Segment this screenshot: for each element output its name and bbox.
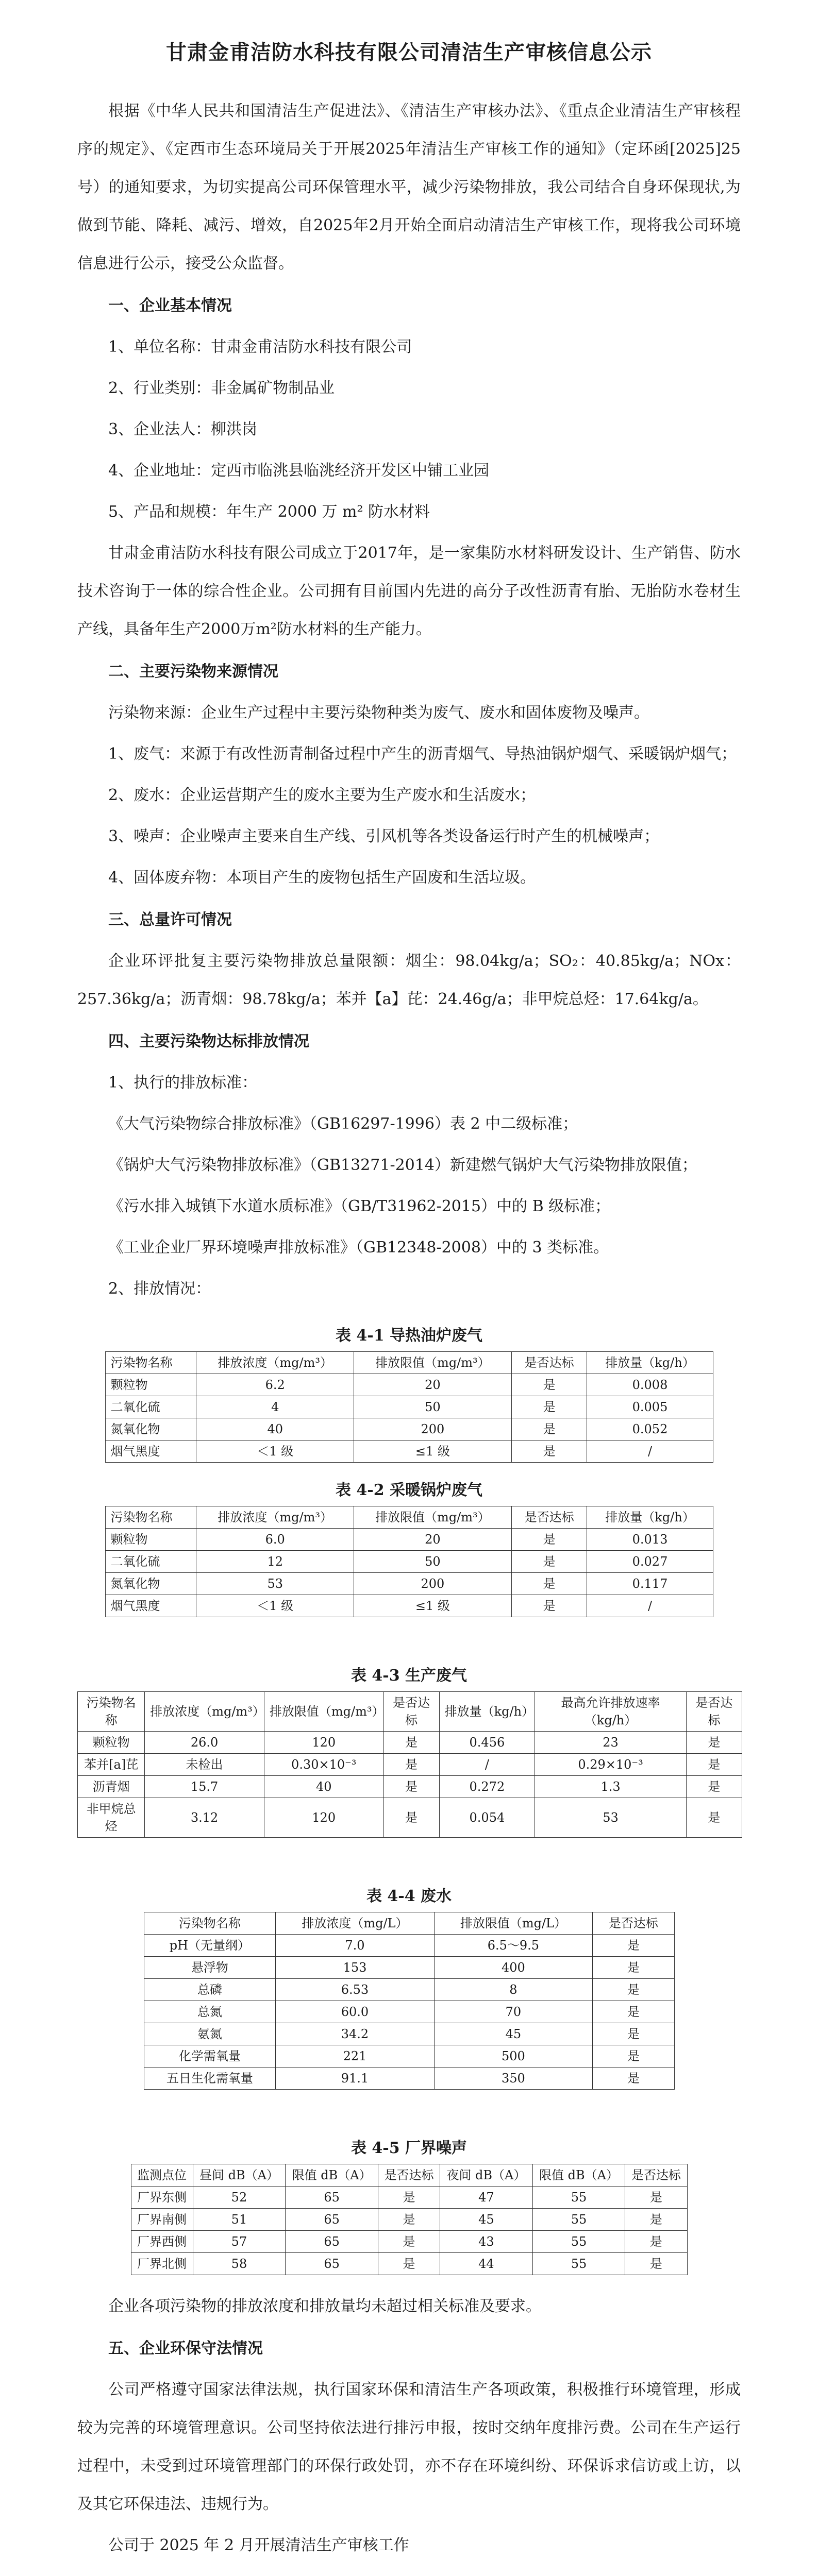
table-cell: 3.12 — [145, 1798, 264, 1838]
table-cell: 12 — [196, 1551, 354, 1573]
table-cell: 是 — [593, 1957, 674, 1979]
table-cell: 6.53 — [276, 1979, 434, 2001]
table-cell: 未检出 — [145, 1754, 264, 1776]
table-cell: 是 — [593, 2067, 674, 2090]
table-cell: 是 — [511, 1529, 587, 1551]
table-cell: 350 — [434, 2067, 592, 2090]
table-cell: 厂界北侧 — [131, 2253, 193, 2275]
address-item: 4、企业地址：定西市临洮县临洮经济开发区中铺工业园 — [108, 462, 490, 480]
table-cell: 34.2 — [276, 2023, 434, 2045]
compliance-text: 公司严格遵守国家法律法规，执行国家环保和清洁生产各项政策，积极推行环境管理，形成较为完善的环境管理意识。公司坚持依法进行排污申报，按时交纳年度排污费。公司在生产运行过程中，未受到过环境管理部门的环保行政处罚，亦不存在环境纠纷、环保诉求信访或上访，以及其它环保违法、违规行为。 — [77, 2381, 741, 2513]
table-cell: 是 — [593, 1979, 674, 2001]
header-cell: 污染物名称 — [78, 1692, 145, 1732]
table-cell: 是 — [511, 1374, 587, 1396]
table-header-row — [78, 1692, 742, 1732]
table-row — [105, 1440, 713, 1463]
header-cell: 限值 dB（A） — [286, 2164, 378, 2187]
header-cell: 排放限值（mg/L） — [434, 1912, 592, 1935]
table-cell: 40 — [196, 1418, 354, 1440]
table-cell: 221 — [276, 2045, 434, 2067]
table-cell: 44 — [440, 2253, 533, 2275]
standard-boiler: 《锅炉大气污染物排放标准》（GB13271-2014）新建燃气锅炉大气污染物排放限值； — [108, 1156, 697, 1174]
table-cell: 是 — [593, 2001, 674, 2023]
table-cell: 0.052 — [587, 1418, 713, 1440]
table-row — [105, 1595, 713, 1617]
table-cell: 是 — [383, 1754, 439, 1776]
table-cell: 0.008 — [587, 1374, 713, 1396]
table-cell: 500 — [434, 2045, 592, 2067]
table-cell: 二氧化硫 — [105, 1551, 196, 1573]
scale-item: 5、产品和规模：年生产 2000 万 m² 防水材料 — [108, 503, 430, 521]
table-cell: 55 — [532, 2209, 625, 2231]
table-row — [105, 1418, 713, 1440]
table-cell: 是 — [378, 2231, 440, 2253]
table-row — [144, 1957, 674, 1979]
table-cell: 120 — [264, 1798, 383, 1838]
header-cell: 排放浓度（mg/m³） — [196, 1352, 354, 1374]
table-cell: 是 — [511, 1440, 587, 1463]
table-cell: 6.5～9.5 — [434, 1935, 592, 1957]
table-4-3 — [77, 1691, 742, 1838]
table-cell: 15.7 — [145, 1776, 264, 1798]
table-header-row — [105, 1506, 713, 1529]
table-cell: 47 — [440, 2187, 533, 2209]
table-cell: 是 — [686, 1776, 742, 1798]
standards-subheading: 1、执行的排放标准： — [108, 1074, 258, 1092]
table-cell: 26.0 — [145, 1732, 264, 1754]
header-cell: 限值 dB（A） — [532, 2164, 625, 2187]
table-cell: 55 — [532, 2187, 625, 2209]
table-cell: 55 — [532, 2231, 625, 2253]
table-4-1-caption: 表 4-1 导热油炉废气 — [335, 1327, 483, 1345]
table-cell: ＜1 级 — [196, 1440, 354, 1463]
header-cell: 是否达标 — [593, 1912, 674, 1935]
emission-summary: 企业各项污染物的排放浓度和排放量均未超过相关标准及要求。 — [108, 2297, 541, 2315]
table-cell: 五日生化需氧量 — [144, 2067, 276, 2090]
audit-start-line: 公司于 2025 年 2 月开展清洁生产审核工作 — [108, 2536, 409, 2554]
table-cell: 0.013 — [587, 1529, 713, 1551]
table-cell: 23 — [535, 1732, 687, 1754]
header-cell: 是否达标 — [378, 2164, 440, 2187]
table-row — [144, 2023, 674, 2045]
table-cell: 51 — [193, 2209, 286, 2231]
table-cell: 20 — [354, 1374, 512, 1396]
table-cell: 7.0 — [276, 1935, 434, 1957]
table-cell: 0.29×10⁻³ — [535, 1754, 687, 1776]
table-cell: 厂界西侧 — [131, 2231, 193, 2253]
table-header-row — [105, 1352, 713, 1374]
section-2-heading: 二、主要污染物来源情况 — [108, 663, 278, 681]
table-cell: 53 — [535, 1798, 687, 1838]
table-cell: 65 — [286, 2187, 378, 2209]
standard-noise: 《工业企业厂界环境噪声排放标准》（GB12348-2008）中的 3 类标准。 — [108, 1239, 609, 1257]
header-cell: 污染物名称 — [144, 1912, 276, 1935]
table-row — [105, 1529, 713, 1551]
table-cell: 0.005 — [587, 1396, 713, 1418]
table-row — [131, 2187, 687, 2209]
section-5-heading: 五、企业环保守法情况 — [108, 2340, 263, 2358]
table-header-row — [131, 2164, 687, 2187]
table-cell: 是 — [383, 1776, 439, 1798]
table-row — [131, 2231, 687, 2253]
table-cell: pH（无量纲） — [144, 1935, 276, 1957]
table-row — [78, 1732, 742, 1754]
table-cell: 是 — [593, 2045, 674, 2067]
table-cell: 沥青烟 — [78, 1776, 145, 1798]
table-cell: 是 — [686, 1732, 742, 1754]
table-row — [78, 1754, 742, 1776]
table-4-1 — [105, 1351, 713, 1463]
header-cell: 排放浓度（mg/L） — [276, 1912, 434, 1935]
table-cell: 0.117 — [587, 1573, 713, 1595]
section-3-heading: 三、总量许可情况 — [108, 911, 232, 929]
table-cell: 是 — [686, 1798, 742, 1838]
table-row — [144, 2001, 674, 2023]
table-cell: 70 — [434, 2001, 592, 2023]
table-row — [105, 1551, 713, 1573]
table-cell: 0.027 — [587, 1551, 713, 1573]
table-cell: / — [587, 1440, 713, 1463]
table-cell: 颗粒物 — [105, 1529, 196, 1551]
table-cell: 53 — [196, 1573, 354, 1595]
header-cell: 夜间 dB（A） — [440, 2164, 533, 2187]
table-row — [78, 1776, 742, 1798]
company-name-item: 1、单位名称：甘肃金甫洁防水科技有限公司 — [108, 338, 412, 356]
table-cell: 50 — [354, 1396, 512, 1418]
table-row — [105, 1396, 713, 1418]
table-cell: 8 — [434, 1979, 592, 2001]
table-cell: 65 — [286, 2253, 378, 2275]
table-row — [144, 1935, 674, 1957]
table-header-row — [144, 1912, 674, 1935]
header-cell: 污染物名称 — [105, 1352, 196, 1374]
company-description: 甘肃金甫洁防水科技有限公司成立于2017年，是一家集防水材料研发设计、生产销售、防水技术咨询于一体的综合性企业。公司拥有目前国内先进的高分子改性沥青有胎、无胎防水卷材生产线，具备年生产2000万m²防水材料的生产能力。 — [77, 544, 741, 638]
table-cell: 45 — [440, 2209, 533, 2231]
table-cell: 58 — [193, 2253, 286, 2275]
table-cell: 是 — [511, 1595, 587, 1617]
document-title: 甘肃金甫洁防水科技有限公司清洁生产审核信息公示 — [166, 40, 652, 64]
table-4-2-caption: 表 4-2 采暖锅炉废气 — [335, 1481, 483, 1499]
solid-waste-item: 4、固体废弃物：本项目产生的废物包括生产固废和生活垃圾。 — [108, 869, 536, 887]
table-cell: 是 — [383, 1732, 439, 1754]
table-cell: 是 — [378, 2187, 440, 2209]
table-cell: 是 — [383, 1798, 439, 1838]
header-cell: 是否达标 — [686, 1692, 742, 1732]
table-cell: 颗粒物 — [78, 1732, 145, 1754]
table-cell: 0.272 — [439, 1776, 535, 1798]
emission-subheading: 2、排放情况： — [108, 1280, 211, 1298]
table-cell: 65 — [286, 2209, 378, 2231]
table-cell: 是 — [686, 1754, 742, 1776]
table-cell: 400 — [434, 1957, 592, 1979]
table-cell: 氮氧化物 — [105, 1418, 196, 1440]
table-cell: 45 — [434, 2023, 592, 2045]
table-cell: 氨氮 — [144, 2023, 276, 2045]
table-cell: 是 — [593, 1935, 674, 1957]
header-cell: 排放限值（mg/m³） — [264, 1692, 383, 1732]
table-cell: 120 — [264, 1732, 383, 1754]
noise-item: 3、噪声：企业噪声主要来自生产线、引风机等各类设备运行时产生的机械噪声； — [108, 827, 660, 845]
industry-item: 2、行业类别：非金属矿物制品业 — [108, 379, 335, 397]
table-cell: 是 — [511, 1418, 587, 1440]
table-cell: 二氧化硫 — [105, 1396, 196, 1418]
table-cell: 是 — [378, 2209, 440, 2231]
header-cell: 排放量（kg/h） — [587, 1352, 713, 1374]
table-cell: 是 — [625, 2253, 687, 2275]
table-cell: ≤1 级 — [354, 1595, 512, 1617]
table-cell: / — [587, 1595, 713, 1617]
table-cell: 4 — [196, 1396, 354, 1418]
table-cell: 6.0 — [196, 1529, 354, 1551]
header-cell: 监测点位 — [131, 2164, 193, 2187]
header-cell: 是否达标 — [511, 1352, 587, 1374]
table-cell: 非甲烷总烃 — [78, 1798, 145, 1838]
publicity-time — [77, 2568, 741, 2576]
table-4-2 — [105, 1506, 713, 1617]
table-row — [144, 2045, 674, 2067]
table-cell: 50 — [354, 1551, 512, 1573]
header-cell: 排放浓度（mg/m³） — [196, 1506, 354, 1529]
table-cell: 是 — [625, 2187, 687, 2209]
pollution-source-intro: 污染物来源：企业生产过程中主要污染物种类为废气、废水和固体废物及噪声。 — [108, 704, 649, 722]
table-4-4 — [144, 1912, 675, 2090]
header-cell: 是否达标 — [625, 2164, 687, 2187]
table-4-4-caption: 表 4-4 废水 — [366, 1887, 452, 1905]
table-row — [131, 2253, 687, 2275]
table-cell: 55 — [532, 2253, 625, 2275]
table-cell: 40 — [264, 1776, 383, 1798]
waste-water-item: 2、废水：企业运营期产生的废水主要为生产废水和生活废水； — [108, 786, 536, 804]
table-cell: ≤1 级 — [354, 1440, 512, 1463]
table-row — [144, 1979, 674, 2001]
table-cell: 65 — [286, 2231, 378, 2253]
table-cell: 60.0 — [276, 2001, 434, 2023]
table-cell: 厂界东侧 — [131, 2187, 193, 2209]
table-cell: 苯并[a]芘 — [78, 1754, 145, 1776]
legal-rep-item: 3、企业法人：柳洪岗 — [108, 420, 258, 438]
table-cell: 43 — [440, 2231, 533, 2253]
total-quota-text: 企业环评批复主要污染物排放总量限额：烟尘：98.04kg/a；SO₂：40.85kg/a；NOx：257.36kg/a；沥青烟：98.78kg/a；苯并【a】芘：24.46g/a；非甲烷总烃：17.64kg/a。 — [77, 952, 741, 1008]
table-cell: 0.30×10⁻³ — [264, 1754, 383, 1776]
table-cell: ＜1 级 — [196, 1595, 354, 1617]
header-cell: 排放限值（mg/m³） — [354, 1352, 512, 1374]
table-cell: 6.2 — [196, 1374, 354, 1396]
table-cell: / — [439, 1754, 535, 1776]
table-cell: 是 — [378, 2253, 440, 2275]
standard-air: 《大气污染物综合排放标准》（GB16297-1996）表 2 中二级标准； — [108, 1115, 578, 1133]
table-cell: 0.456 — [439, 1732, 535, 1754]
header-cell: 最高允许排放速率（kg/h） — [535, 1692, 687, 1732]
table-row — [144, 2067, 674, 2090]
header-cell: 昼间 dB（A） — [193, 2164, 286, 2187]
table-cell: 52 — [193, 2187, 286, 2209]
table-row — [78, 1798, 742, 1838]
table-row — [131, 2209, 687, 2231]
table-cell: 氮氧化物 — [105, 1573, 196, 1595]
table-4-3-caption: 表 4-3 生产废气 — [350, 1667, 468, 1685]
table-cell: 91.1 — [276, 2067, 434, 2090]
intro-paragraph: 根据《中华人民共和国清洁生产促进法》、《清洁生产审核办法》、《重点企业清洁生产审核程序的规定》、《定西市生态环境局关于开展2025年清洁生产审核工作的通知》（定环函[2025]25号）的通知要求，为切实提高公司环保管理水平，减少污染物排放，我公司结合自身环保现状,为做到节能、降耗、减污、增效，自2025年2月开始全面启动清洁生产审核工作，现将我公司环境信息进行公示，接受公众监督。 — [77, 102, 741, 273]
table-cell: 总氮 — [144, 2001, 276, 2023]
header-cell: 排放量（kg/h） — [587, 1506, 713, 1529]
table-cell: 是 — [511, 1551, 587, 1573]
table-cell: 颗粒物 — [105, 1374, 196, 1396]
waste-gas-item: 1、废气：来源于有改性沥青制备过程中产生的沥青烟气、导热油锅炉烟气、采暖锅炉烟气； — [108, 745, 737, 763]
table-cell: 烟气黑度 — [105, 1440, 196, 1463]
header-cell: 排放量（kg/h） — [439, 1692, 535, 1732]
table-row — [105, 1374, 713, 1396]
table-4-5 — [131, 2164, 688, 2275]
table-cell: 烟气黑度 — [105, 1595, 196, 1617]
standard-water: 《污水排入城镇下水道水质标准》（GB/T31962-2015）中的 B 级标准； — [108, 1197, 611, 1215]
table-cell: 厂界南侧 — [131, 2209, 193, 2231]
header-cell: 是否达标 — [511, 1506, 587, 1529]
section-4-heading: 四、主要污染物达标排放情况 — [108, 1032, 309, 1050]
table-cell: 总磷 — [144, 1979, 276, 2001]
table-cell: 是 — [593, 2023, 674, 2045]
table-cell: 0.054 — [439, 1798, 535, 1838]
table-cell: 是 — [625, 2231, 687, 2253]
table-cell: 20 — [354, 1529, 512, 1551]
table-cell: 化学需氧量 — [144, 2045, 276, 2067]
header-cell: 排放浓度（mg/m³） — [145, 1692, 264, 1732]
table-cell: 57 — [193, 2231, 286, 2253]
table-cell: 是 — [625, 2209, 687, 2231]
table-cell: 200 — [354, 1418, 512, 1440]
table-cell: 1.3 — [535, 1776, 687, 1798]
section-1-heading: 一、企业基本情况 — [108, 297, 232, 315]
table-cell: 153 — [276, 1957, 434, 1979]
header-cell: 是否达标 — [383, 1692, 439, 1732]
table-cell: 悬浮物 — [144, 1957, 276, 1979]
table-cell: 是 — [511, 1573, 587, 1595]
table-row — [105, 1573, 713, 1595]
table-cell: 200 — [354, 1573, 512, 1595]
table-4-5-caption: 表 4-5 厂界噪声 — [350, 2139, 468, 2157]
header-cell: 污染物名称 — [105, 1506, 196, 1529]
header-cell: 排放限值（mg/m³） — [354, 1506, 512, 1529]
table-cell: 是 — [511, 1396, 587, 1418]
